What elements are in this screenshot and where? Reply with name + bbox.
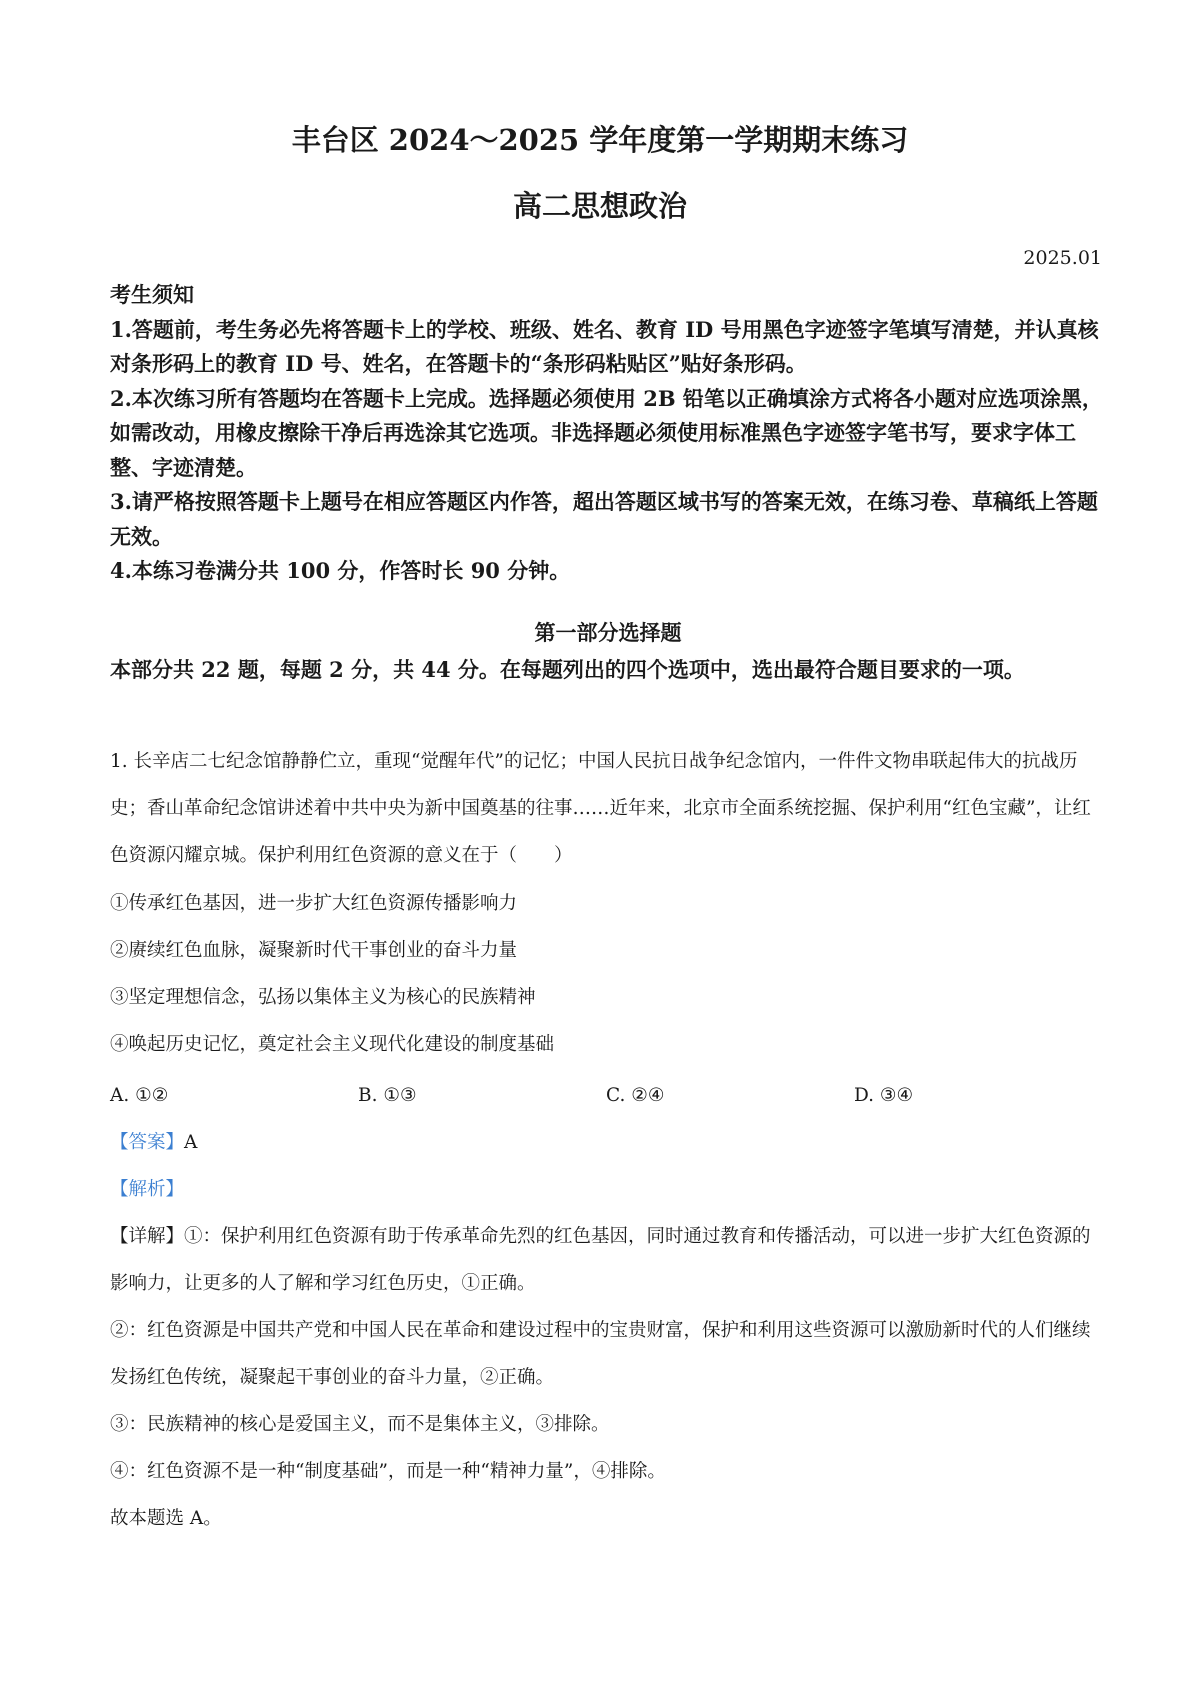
option-b: B. ①③ [358,1085,417,1106]
detail-conclusion: 故本题选 A。 [110,1508,222,1529]
answer-value: A [184,1132,198,1153]
exam-subject: 高二思想政治 [512,189,687,223]
exam-title: 丰台区 2024～2025 学年度第一学期期末练习 [291,123,909,157]
detail-text: ①：保护利用红色资源有助于传承革命先烈的红色基因，同时通过教育和传播活动，可以进一步扩大红色资源的影响力，让更多的人了解和学习红色历史，①正确。 [110,1226,1091,1294]
analysis-line [110,1166,1106,1213]
section-intro: 本部分共 22 题，每题 2 分，共 44 分。在每题列出的四个选项中，选出最符合题目要求的一项。 [110,657,1025,682]
answer-options [110,1072,1106,1119]
notice-item: 2.本次练习所有答题均在答题卡上完成。选择题必须使用 2B 铅笔以正确填涂方式将各小题对应选项涂黑，如需改动，用橡皮擦除干净后再选涂其它选项。非选择题必须使用标准黑色字迹签字笔书写，要求字体工整、字迹清楚。 [110,385,1103,480]
statement-item: ②赓续红色血脉，凝聚新时代干事创业的奋斗力量 [110,940,518,961]
detail-label: 【详解】 [110,1226,185,1247]
candidate-notice [110,278,1106,589]
statement-item: ④唤起历史记忆，奠定社会主义现代化建设的制度基础 [110,1034,555,1055]
detail-paragraph: ④：红色资源不是一种“制度基础”，而是一种“精神力量”，④排除。 [110,1461,666,1482]
detail-paragraph: ③：民族精神的核心是爱国主义，而不是集体主义，③排除。 [110,1414,610,1435]
statement-item: ③坚定理想信念，弘扬以集体主义为核心的民族精神 [110,987,536,1008]
analysis-label: 【解析】 [110,1179,185,1200]
notice-item: 4.本练习卷满分共 100 分，作答时长 90 分钟。 [110,558,571,583]
question-statements [110,880,1106,1068]
question-stem [110,738,1106,879]
question-stem-text: 1. 长辛店二七纪念馆静静伫立，重现“觉醒年代”的记忆；中国人民抗日战争纪念馆内，一件件文物串联起伟大的抗战历史；香山革命纪念馆讲述着中共中央为新中国奠基的往事……近年来，北京市全面系统挖掘、保护利用“红色宝藏”，让红色资源闪耀京城。保护利用红色资源的意义在于（ ） [110,751,1091,866]
option-a: A. ①② [110,1085,169,1106]
detail-section [110,1213,1106,1542]
statement-item: ①传承红色基因，进一步扩大红色资源传播影响力 [110,893,518,914]
detail-paragraph: ②：红色资源是中国共产党和中国人民在革命和建设过程中的宝贵财富，保护和利用这些资源可以激励新时代的人们继续发扬红色传统，凝聚起干事创业的奋斗力量，②正确。 [110,1320,1091,1388]
option-c: C. ②④ [606,1085,665,1106]
section-title: 第一部分选择题 [534,620,682,645]
option-d: D. ③④ [854,1085,914,1106]
exam-date: 2025.01 [1023,247,1102,269]
notice-heading: 考生须知 [110,282,194,307]
answer-line [110,1119,1106,1166]
answer-label: 【答案】 [110,1132,185,1153]
notice-item: 3.请严格按照答题卡上题号在相应答题区内作答，超出答题区域书写的答案无效，在练习卷、草稿纸上答题无效。 [110,489,1098,549]
notice-item: 1.答题前，考生务必先将答题卡上的学校、班级、姓名、教育 ID 号用黑色字迹签字笔填写清楚，并认真核对条形码上的教育 ID 号、姓名，在答题卡的“条形码粘贴区”贴好条形码。 [110,316,1099,376]
detail-paragraph [110,1213,1106,1307]
